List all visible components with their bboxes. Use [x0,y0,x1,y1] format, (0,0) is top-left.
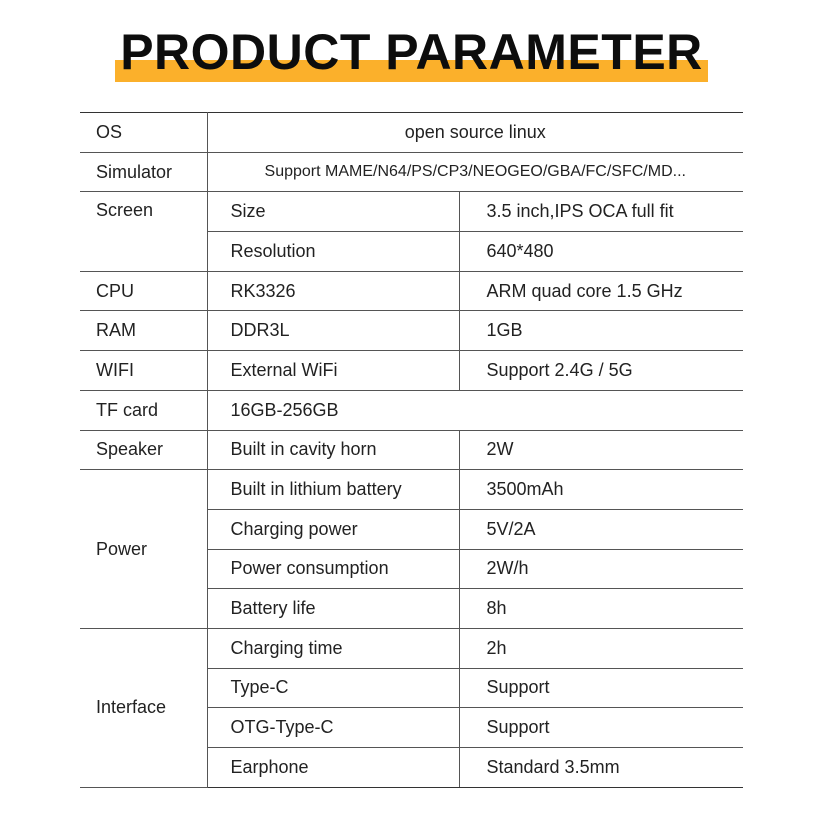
interface-label: Interface [80,628,207,787]
power-value-1: 3500mAh [459,470,743,510]
tf-card-label: TF card [80,390,207,430]
row-cpu [80,271,743,311]
interface-value-3: Support [459,708,743,748]
os-value: open source linux [207,113,743,153]
ram-label: RAM [80,311,207,351]
os-label: OS [80,113,207,153]
interface-sub-2: Type-C [207,668,459,708]
wifi-label: WIFI [80,351,207,391]
screen-size-value: 3.5 inch,IPS OCA full fit [459,192,743,232]
power-sub-3: Power consumption [207,549,459,589]
interface-value-2: Support [459,668,743,708]
row-power-battery [80,470,743,510]
tf-card-value: 16GB-256GB [207,390,743,430]
power-sub-2: Charging power [207,509,459,549]
screen-label: Screen [80,192,207,271]
speaker-value: 2W [459,430,743,470]
wifi-value: Support 2.4G / 5G [459,351,743,391]
power-value-4: 8h [459,589,743,629]
cpu-sub: RK3326 [207,271,459,311]
interface-sub-3: OTG-Type-C [207,708,459,748]
wifi-sub: External WiFi [207,351,459,391]
speaker-sub: Built in cavity horn [207,430,459,470]
cpu-label: CPU [80,271,207,311]
row-screen-size [80,192,743,232]
page-title: PRODUCT PARAMETER [120,24,703,80]
interface-sub-4: Earphone [207,748,459,788]
interface-sub-1: Charging time [207,628,459,668]
power-sub-1: Built in lithium battery [207,470,459,510]
row-interface-charging-time [80,628,743,668]
row-simulator [80,152,743,192]
power-label: Power [80,470,207,629]
row-tf-card [80,390,743,430]
title-area [0,0,823,100]
power-value-2: 5V/2A [459,509,743,549]
screen-resolution-value: 640*480 [459,232,743,272]
interface-value-4: Standard 3.5mm [459,748,743,788]
ram-value: 1GB [459,311,743,351]
ram-sub: DDR3L [207,311,459,351]
simulator-label: Simulator [80,152,207,192]
row-wifi [80,351,743,391]
cpu-value: ARM quad core 1.5 GHz [459,271,743,311]
interface-value-1: 2h [459,628,743,668]
spec-table [80,112,743,788]
screen-resolution-label: Resolution [207,232,459,272]
power-value-3: 2W/h [459,549,743,589]
screen-size-label: Size [207,192,459,232]
power-sub-4: Battery life [207,589,459,629]
row-os [80,113,743,153]
row-ram [80,311,743,351]
row-speaker [80,430,743,470]
speaker-label: Speaker [80,430,207,470]
simulator-value: Support MAME/N64/PS/CP3/NEOGEO/GBA/FC/SFC/MD... [207,152,743,192]
